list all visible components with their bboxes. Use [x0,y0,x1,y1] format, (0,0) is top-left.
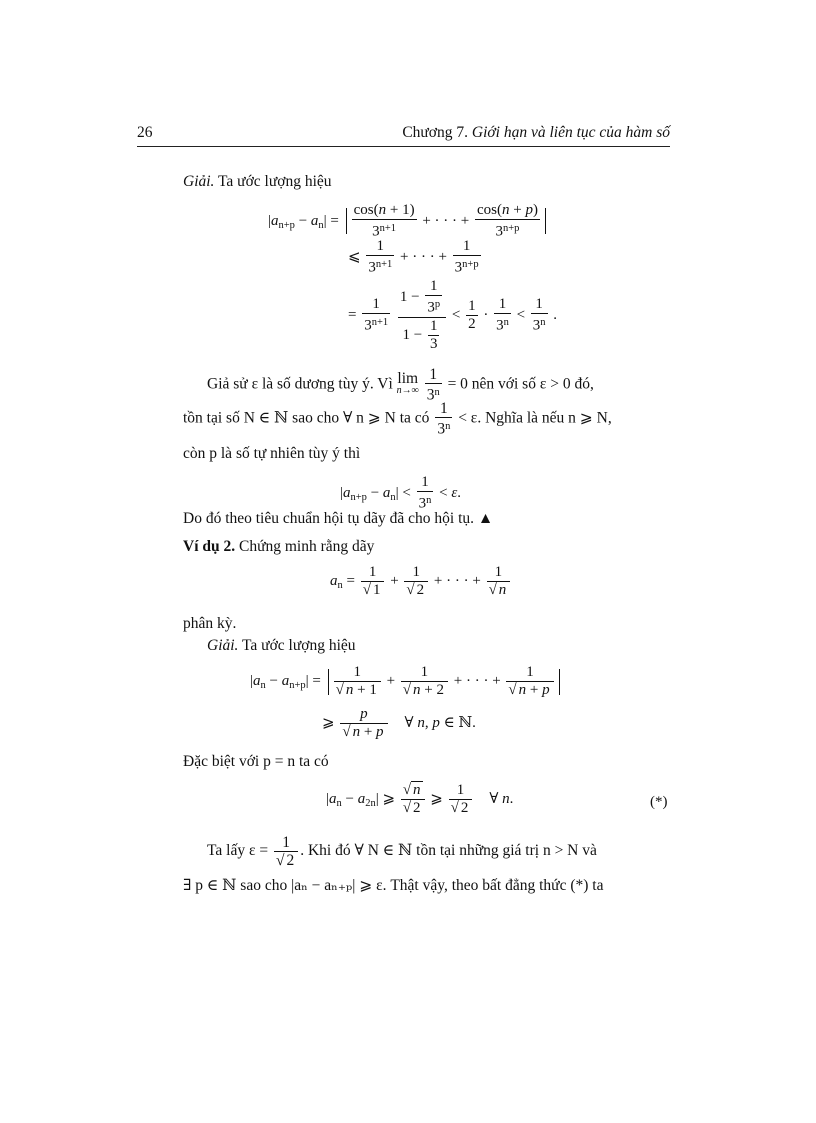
equation-2: $|a_{n+p} - a_n|$ < $\frac{1}{3^n}$ < ε. [340,474,462,512]
example-label: Ví dụ 2. [183,538,236,555]
paragraph-1-line-3: còn p là số tự nhiên tùy ý thì [183,445,361,462]
solution-intro-2 [207,636,356,656]
equation-tag: (*) [650,794,668,810]
example-heading [183,537,374,557]
paragraph-1-line-2: tồn tại số N ∈ ℕ sao cho ∀ n ⩾ N ta có $\frac{1}{3^n}$ < ε. Nghĩa là nếu n ⩾ N, [183,400,612,438]
paragraph-2-line-2: ∃ p ∈ ℕ sao cho |aₙ − aₙ₊ₚ| ⩾ ε. Thật vậy, theo bất đẳng thức (*) ta [183,877,604,894]
conclusion-line: Do đó theo tiêu chuẩn hội tụ dãy đã cho hội tụ. ▲ [183,510,494,527]
limit-symbol: lim n→∞ [396,369,419,396]
solution-label: Giải. [183,173,215,190]
para2-part-b: < ε. Nghĩa là nếu n ⩾ N, [458,409,612,427]
chapter-label: Chương 7. [402,124,468,141]
solution-intro [183,172,332,192]
example-text: Chứng minh rằng dãy [239,538,375,555]
page-number: 26 [137,124,153,141]
equation-1-line-3: = $\frac{1}{3^{n+1}}$ 1 − $\frac{1}{3^p}$ 1 − $\frac{1}{3}$ < $\frac{1}{2}$ · $\frac{1}{3^n}$ < $\frac{1}{3^n}$ . [348,278,558,352]
equation-4-line-2: ⩾ $\frac{p}{√ n + p}$ ∀ n, p ∈ ℕ. [322,706,476,740]
paragraph-2-line-1: Ta lấy ε = $\frac{1}{√ 2}$ . Khi đó ∀ N ∈ ℕ tồn tại những giá trị n > N và [207,834,597,869]
para4-part-b: . Khi đó ∀ N ∈ ℕ tồn tại những giá trị n > N và [300,842,597,860]
para4-part-a: Ta lấy ε = [207,842,269,860]
equation-5: $|a_n - a_{2n}|$ ⩾ $\frac{√ n}{√ 2}$ ⩾ $\frac{1}{√ 2}$ ∀ n. [326,782,514,816]
solution-text-2: Ta ước lượng hiệu [242,637,356,654]
solution-label-2: Giải. [207,637,239,654]
equation-4-line-1: $|a_n - a_{n+p}|$ = $\frac{1}{√ n + 1}$ + $\frac{1}{√ n + 2}$ + · · · + $\frac{1}{√ n + p}$ [250,664,563,699]
header-rule [137,146,670,147]
special-case-line: Đặc biệt với p = n ta có [183,753,329,770]
para1-part-a: Giả sử ε là số dương tùy ý. Vì [207,375,393,393]
solution-text: Ta ước lượng hiệu [218,173,332,190]
para2-part-a: tồn tại số N ∈ ℕ sao cho ∀ n ⩾ N ta có [183,409,430,427]
diverge-line: phân kỳ. [183,615,237,632]
running-header [402,124,670,142]
equation-1-line-2: ⩽ $\frac{1}{3^{n+1}}$ + · · · + $\frac{1}{3^{n+p}}$ [348,238,479,276]
para1-part-b: = 0 nên với số ε > 0 đó, [447,375,594,393]
paragraph-1-line-1: Giả sử ε là số dương tùy ý. Vì lim n→∞ $\frac{1}{3^n}$ = 0 nên với số ε > 0 đó, [207,366,594,404]
equation-1-line-1: $|a_{n+p} - a_n|$ = $\frac{\cos(n + 1)}{3^{n+1}}$ + · · · + $\frac{\cos(n + p)}{3^{n+p}}$ [268,202,549,241]
chapter-title: Giới hạn và liên tục của hàm số [471,124,670,141]
equation-3: $a_n$ = $\frac{1}{√ 1}$ + $\frac{1}{√ 2}$ + · · · + $\frac{1}{√ n}$ [330,564,512,599]
